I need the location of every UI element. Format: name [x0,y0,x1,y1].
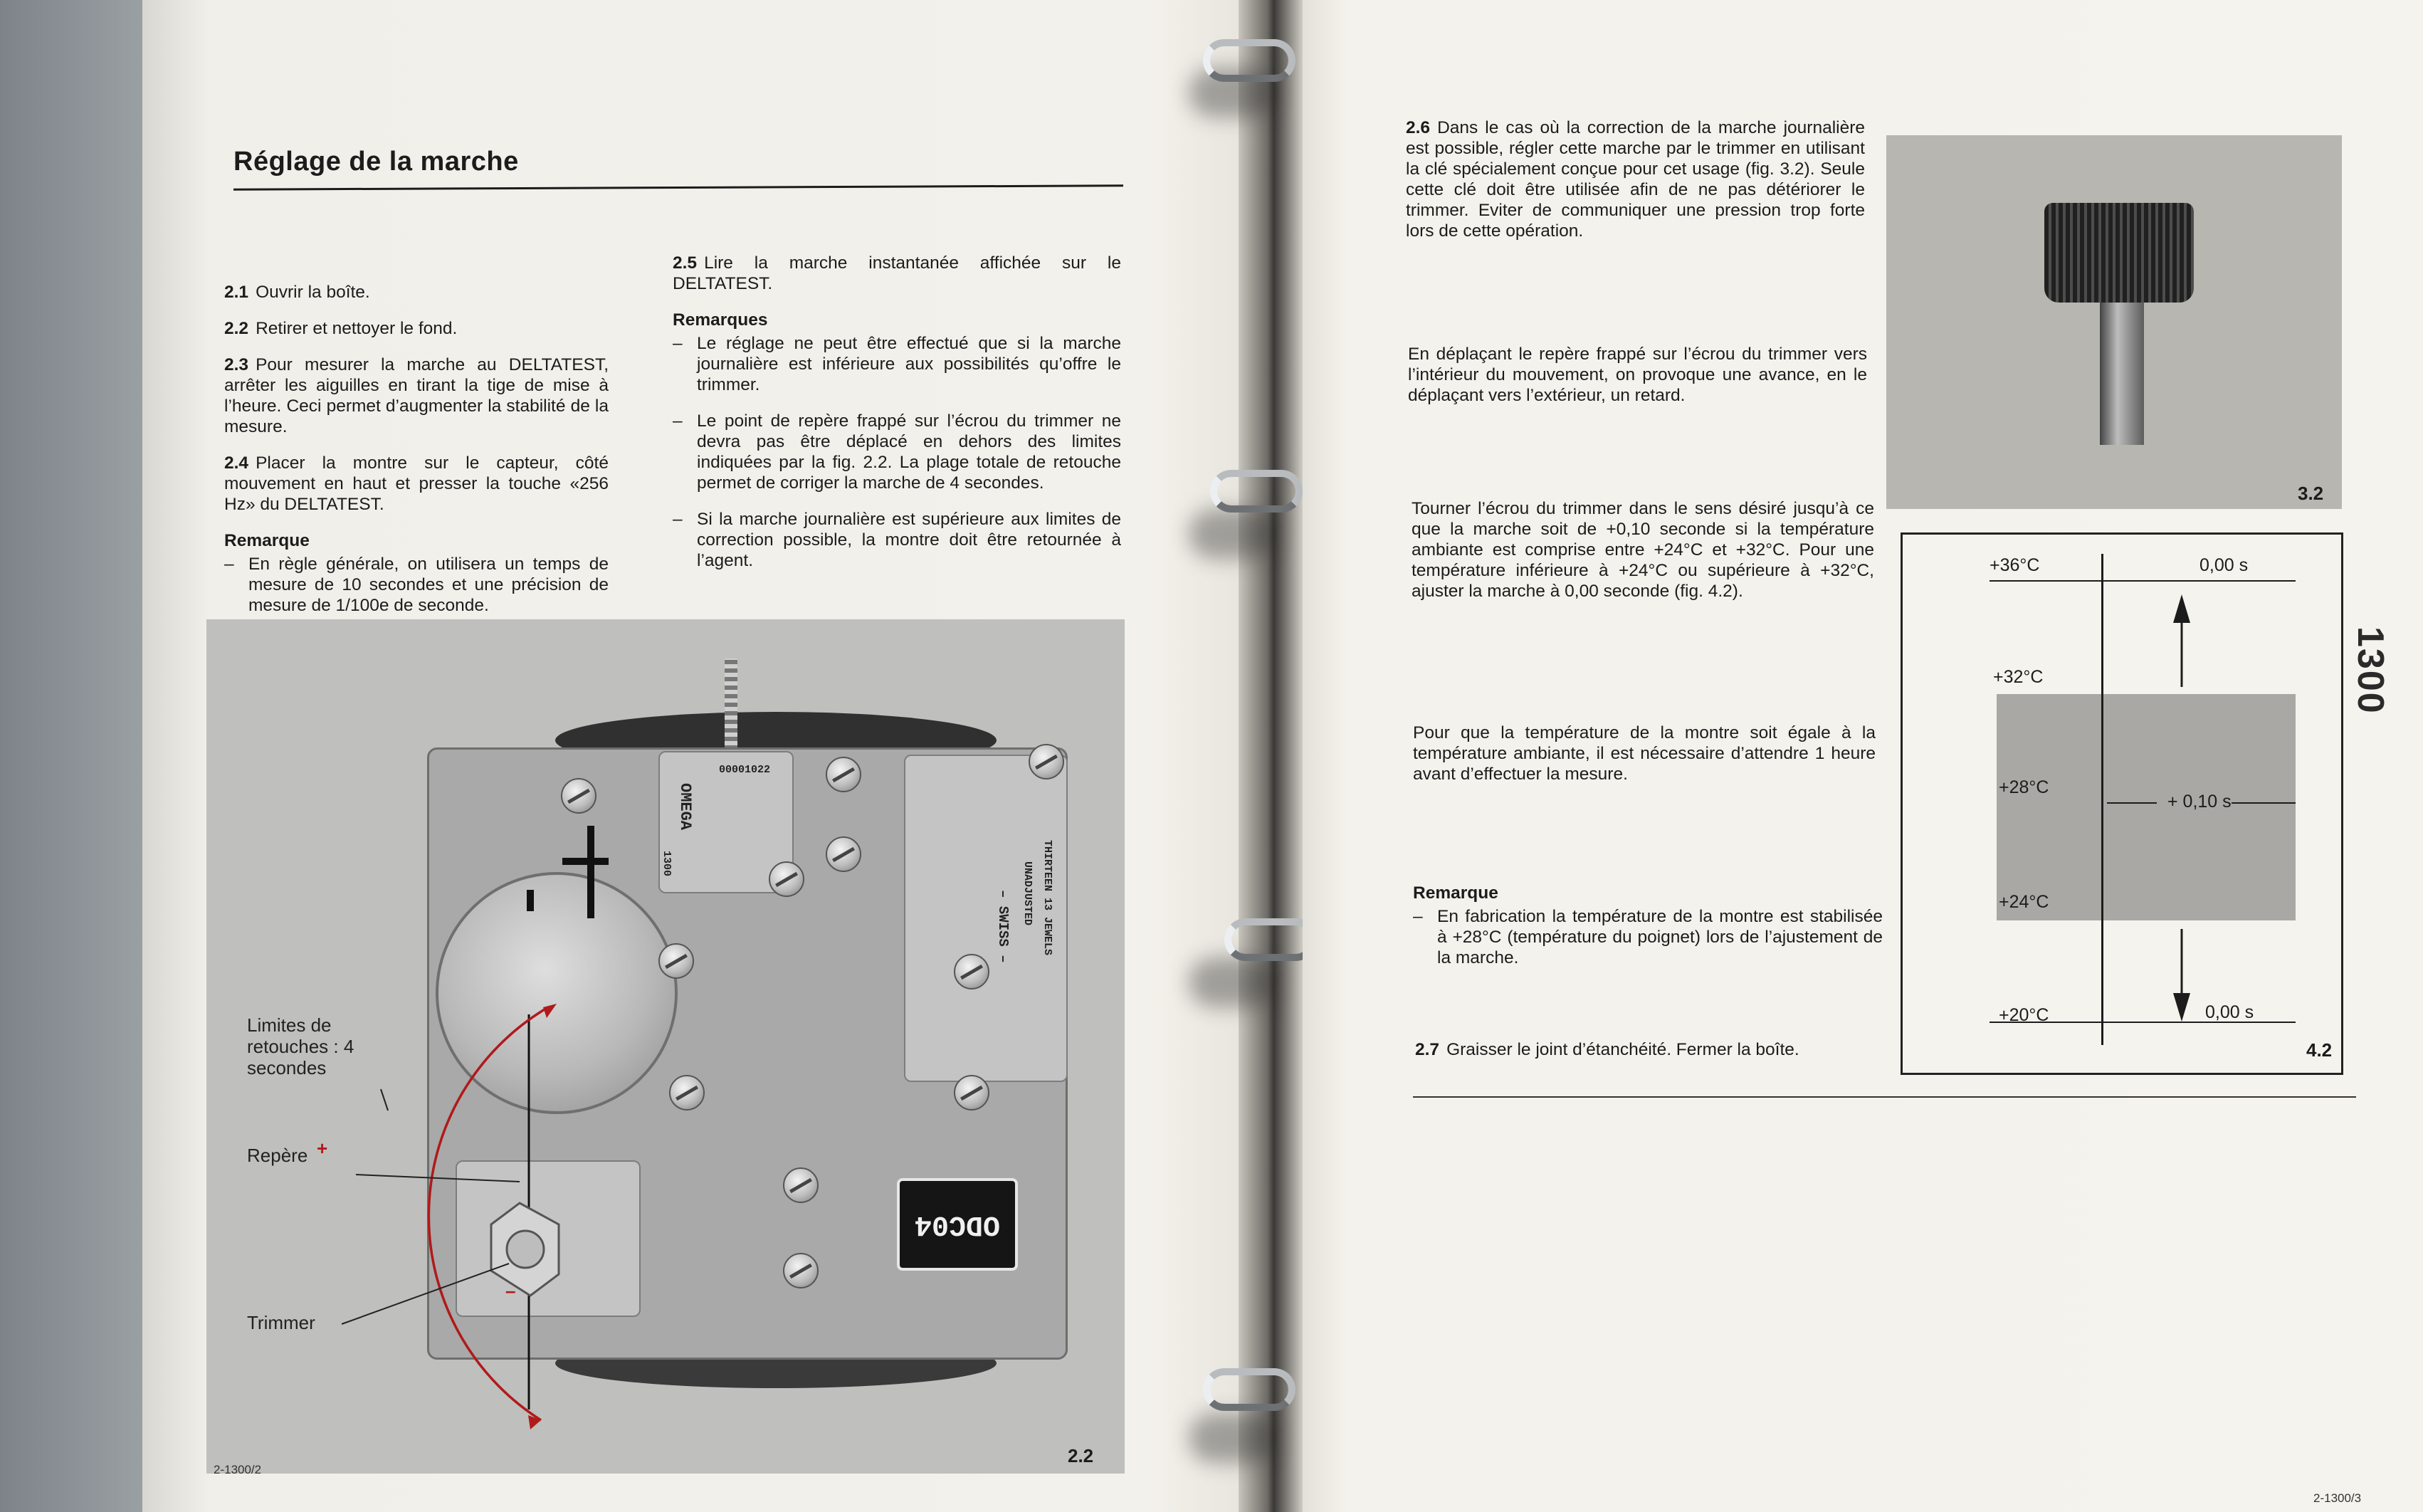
serial-engraving: 00001022 [719,764,771,776]
binder-gutter [1239,0,1303,1512]
remark-item: – Si la marche journalière est supérieure aux limites de correction possible, la montre doit être retournée à l’agent. [673,509,1121,571]
value-bottom: 0,00 s [2205,1002,2254,1022]
ring-shadow [1189,1413,1274,1463]
figure-3-2-label: 3.2 [2298,483,2324,504]
minus-mark: – [505,1280,516,1301]
ring-shadow [1189,957,1274,1007]
jewels-engraving: THIRTEEN 13 JEWELS [1041,840,1053,956]
balance-cross-mark [530,826,609,918]
left-column-1 [224,282,609,631]
limits-leader [381,1089,388,1111]
right-remark-text: – En fabrication la température de la montre est stabilisée à +28°C (température du poignet) lors de l’ajustement de la marche. [1413,906,1883,968]
binder-ring [1203,39,1295,82]
temp-32: +32°C [1993,667,2044,687]
temp-24: +24°C [1999,892,2049,912]
step-2-3: 2.3 Pour mesurer la marche au DELTATEST, arrêter les aiguilles en tirant la tige de mise à l’heure. Ceci permet d’augmenter la stabilité de la mesure. [224,355,609,436]
value-mid: + 0,10 s [2167,792,2232,812]
plus-mark: + [317,1138,328,1159]
right-column [1406,117,1865,257]
step-2-7: 2.7 Graisser le joint d’étanchéité. Fermer la boîte. [1415,1040,1799,1059]
omega-engraving: OMEGA [676,783,694,831]
ic-chip: ODC04 [897,1178,1018,1271]
bottom-rule [1413,1096,2356,1098]
temperature-band [1997,694,2296,920]
swiss-engraving: – SWISS – [995,890,1011,963]
temp-20: +20°C [1999,1005,2049,1025]
remark-item: – Le point de repère frappé sur l’écrou du trimmer ne devra pas être déplacé en dehors des limites indiquées par la fig. 2.2. La plage totale de retouche permet de corriger la marche de 4 secondes. [673,411,1121,493]
step-2-1: 2.1 Ouvrir la boîte. [224,283,370,302]
remark-item: – Le réglage ne peut être effectué que si la marche journalière est inférieure aux possibilités qu’offre le trimmer. [673,333,1121,395]
calibre-engraving: 1300 [661,851,673,877]
line-mid-left [2107,802,2157,804]
binder-ring [1203,1368,1295,1411]
step-2-4: 2.4 Placer la montre sur le capteur, côté mouvement en haut et presser la touche «256 Hz» du DELTATEST. [224,453,609,514]
callout-limits: Limites de retouches : 4 secondes [247,1014,354,1078]
right-remark [1413,883,1883,984]
step-2-5: 2.5 Lire la marche instantanée affichée sur le DELTATEST. [673,253,1121,293]
line-36 [1990,580,2296,582]
callout-trimmer: Trimmer [247,1312,315,1333]
diagram-arrows [2167,591,2196,1039]
figure-4-2-label: 4.2 [2306,1039,2333,1061]
key-shaft [2100,303,2144,445]
diagram-axis [2101,554,2103,1045]
para-temperature: Pour que la température de la montre soit égale à la température ambiante, il est nécessaire d’attendre 1 heure avant d’effectuer la mesure. [1413,723,1876,784]
page-code-left: 2-1300/2 [214,1463,262,1476]
step-2-6: 2.6 Dans le cas où la correction de la marche journalière est possible, régler cette marche par le trimmer en utilisant la clé spécialement conçue pour cet usage (fig. 3.2). Seule cette clé doit être utilisée afin de ne pas détériorer le trimmer. Eviter de communiquer une pression trop forte lors de cette opération. [1406,118,1865,241]
arc-arrowhead-top [543,1004,557,1018]
trimmer-centre [507,1231,544,1268]
right-remark-heading: Remarque [1413,883,1498,903]
remarks-heading: Remarques [673,310,768,330]
repere-leader [356,1175,520,1182]
remark-heading: Remarque [224,531,310,550]
left-column-2 [673,253,1121,587]
remark-text: – En règle générale, on utilisera un temps de mesure de 10 secondes et une précision de mesure de 1/100e de seconde. [224,554,609,616]
para-tourner: Tourner l’écrou du trimmer dans le sens désiré jusqu’à ce que la marche soit de +0,10 seconde si la température ambiante est comprise entre +24°C et +32°C. Pour une température inférieure à +24°C ou supérieure à +32°C, ajuster la marche à 0,00 seconde (fig. 4.2). [1412,499,1874,601]
temp-36: +36°C [1990,555,2040,575]
para-repere: En déplaçant le repère frappé sur l’écrou du trimmer vers l’intérieur du mouvement, on provoque une avance, en le déplaçant vers l’extérieur, un retard. [1408,345,1867,405]
trimmer-leader [342,1264,509,1324]
value-top: 0,00 s [2199,555,2249,575]
step-2-2: 2.2 Retirer et nettoyer le fond. [224,319,458,338]
page-title: Réglage de la marche [233,147,519,177]
unadjusted-engraving: UNADJUSTED [1021,861,1034,926]
ring-shadow [1189,509,1274,559]
binder-ring [1210,470,1303,513]
side-tab: 1300 [2350,626,2391,715]
temp-28: +28°C [1999,777,2049,797]
key-knob [2044,203,2194,303]
callout-repere: Repère [247,1145,308,1166]
page-code-right: 2-1300/3 [2313,1491,2362,1505]
figure-2-2-label: 2.2 [1068,1445,1094,1466]
